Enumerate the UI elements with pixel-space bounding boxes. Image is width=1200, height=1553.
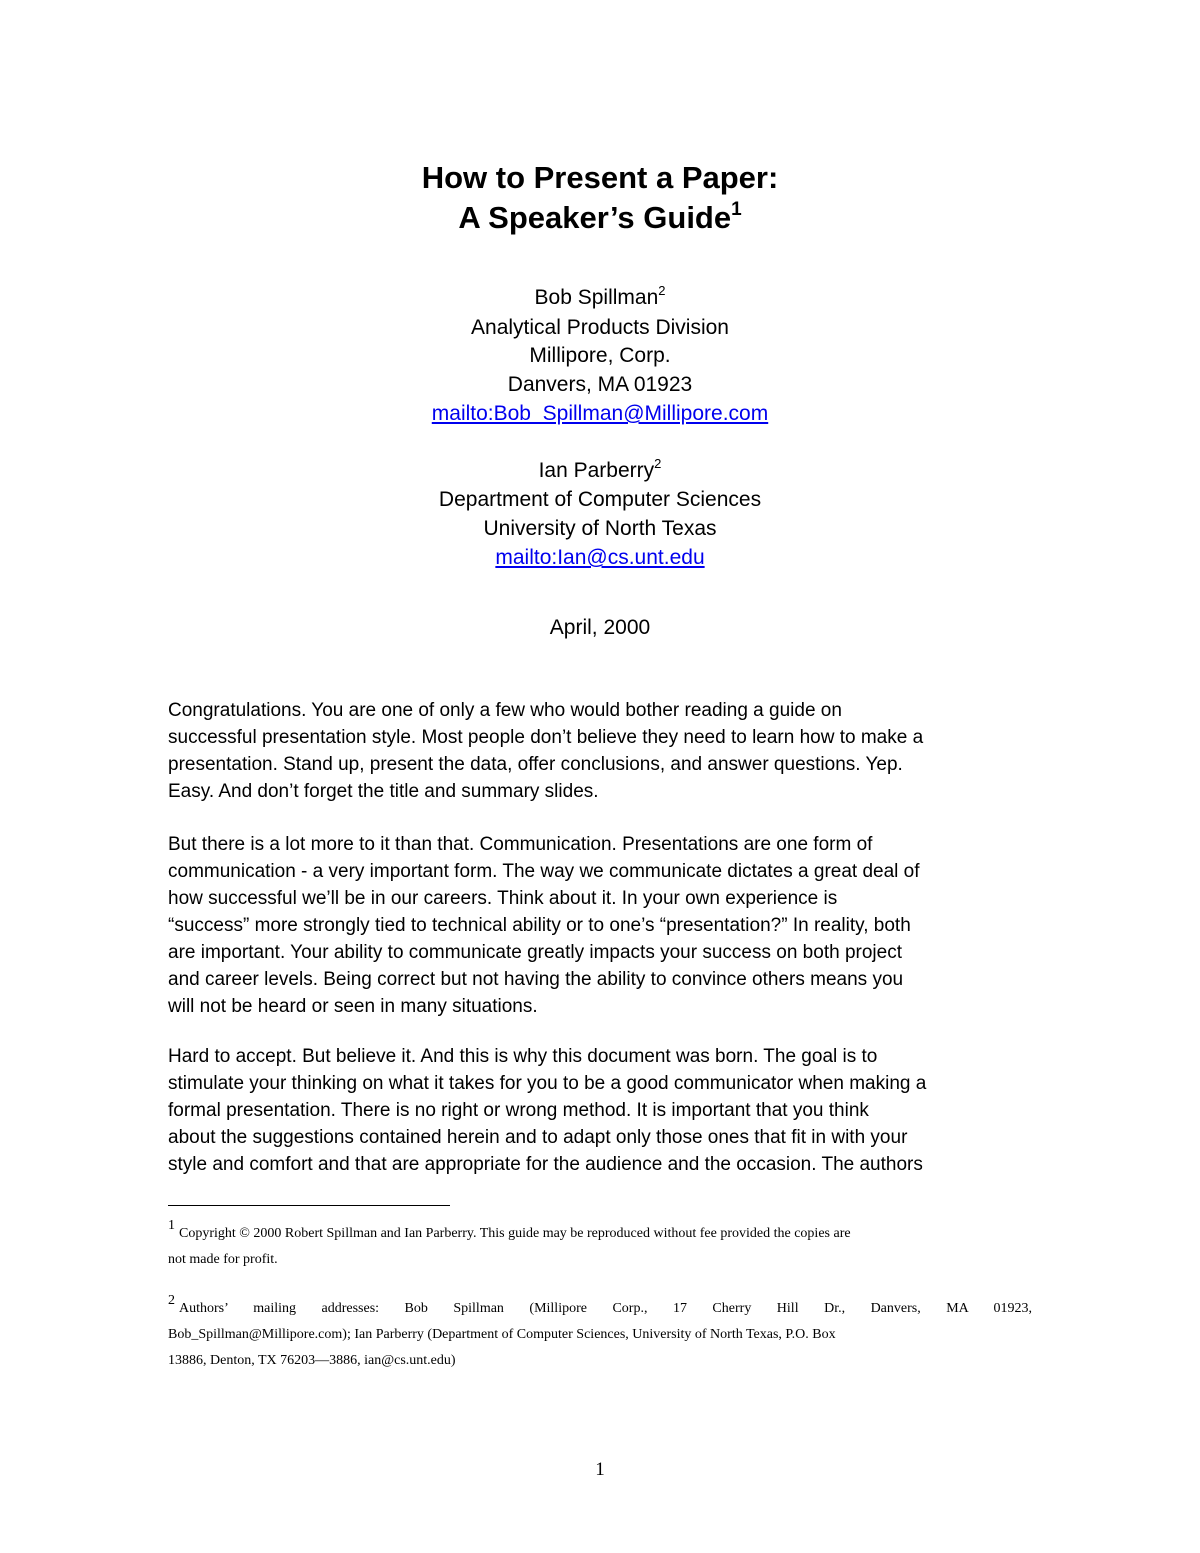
author-2-email-link[interactable]: mailto:Ian@cs.unt.edu (495, 546, 705, 569)
footnote-1 (168, 1218, 1032, 1273)
title-line-2 (0, 200, 1200, 236)
footnote-1-line-2: not made for profit. (168, 1252, 278, 1267)
footnote-1-mark: 1 (168, 1218, 175, 1233)
paragraph-line: about the suggestions contained herein and to adapt only those ones that fit in with your (168, 1127, 908, 1148)
paragraph-line: stimulate your thinking on what it takes for you to be a good communicator when making a (168, 1073, 927, 1094)
paragraph-line: Easy. And don’t forget the title and summary slides. (168, 781, 599, 802)
author-2-footnote-mark: 2 (654, 456, 662, 471)
paragraph-line: presentation. Stand up, present the data, offer conclusions, and answer questions. Yep. (168, 754, 903, 775)
paragraph-line: Congratulations. You are one of only a few who would bother reading a guide on (168, 700, 842, 721)
author-1-email-link[interactable]: mailto:Bob_Spillman@Millipore.com (431, 402, 769, 425)
author-2-name (0, 458, 1200, 484)
footnote-2-line-1 (168, 1293, 1032, 1322)
footnote-1-line-1 (168, 1218, 1032, 1247)
paragraph-line: “success” more strongly tied to technical ability or to one’s “presentation?” In reality, both (168, 915, 911, 936)
title-line-2-text: A Speaker’s Guide (458, 200, 732, 235)
body-paragraph-3 (168, 1043, 1032, 1178)
footnote-2-line-3: 13886, Denton, TX 76203—3886, ian@cs.unt.edu) (168, 1353, 456, 1368)
body-paragraph-2 (168, 831, 1032, 1020)
author-2-affiliation-2: University of North Texas (483, 517, 717, 540)
title-line-1: How to Present a Paper: (421, 160, 779, 195)
author-2-name-text: Ian Parberry (538, 459, 655, 482)
author-1-name (0, 285, 1200, 311)
paragraph-line: successful presentation style. Most people don’t believe they need to learn how to make a (168, 727, 924, 748)
paragraph-line: formal presentation. There is no right or wrong method. It is important that you think (168, 1100, 869, 1121)
footnote-2-mark: 2 (168, 1293, 175, 1308)
author-1-footnote-mark: 2 (658, 283, 666, 298)
paragraph-line: are important. Your ability to communicate greatly impacts your success on both project (168, 942, 902, 963)
author-1-name-text: Bob Spillman (534, 286, 659, 309)
paragraph-line: style and comfort and that are appropriate for the audience and the occasion. The authors (168, 1154, 923, 1175)
author-1-affiliation-1: Analytical Products Division (471, 316, 729, 339)
paragraph-line: But there is a lot more to it than that. Communication. Presentations are one form of (168, 834, 873, 855)
footnote-2 (168, 1293, 1032, 1374)
author-1-affiliation-3: Danvers, MA 01923 (507, 373, 693, 396)
author-1-email-line (0, 401, 1200, 427)
footnote-separator (168, 1205, 450, 1206)
author-1-affiliation-2: Millipore, Corp. (529, 344, 671, 367)
footnote-1-text: Copyright © 2000 Robert Spillman and Ian Parberry. This guide may be reproduced without fee provided the copies are (179, 1226, 851, 1241)
page-number: 1 (595, 1459, 605, 1480)
author-2-email-line (0, 545, 1200, 571)
author-2-affiliation-1: Department of Computer Sciences (438, 488, 762, 511)
paragraph-line: communication - a very important form. The way we communicate dictates a great deal of (168, 861, 920, 882)
date: April, 2000 (549, 616, 651, 639)
paragraph-line: Hard to accept. But believe it. And this is why this document was born. The goal is to (168, 1046, 878, 1067)
footnote-2-line-2: Bob_Spillman@Millipore.com); Ian Parberry (Department of Computer Sciences, University of North Texas, P.O. Box (168, 1327, 836, 1342)
paragraph-line: will not be heard or seen in many situations. (168, 996, 538, 1017)
body-paragraph-1 (168, 697, 1032, 805)
footnote-2-text: Authors’ mailing addresses: Bob Spillman (Millipore Corp., 17 Cherry Hill Dr., Danvers, MA 01923, (179, 1301, 1032, 1316)
paragraph-line: and career levels. Being correct but not having the ability to convince others means you (168, 969, 904, 990)
title-footnote-mark: 1 (731, 199, 742, 220)
paragraph-line: how successful we’ll be in our careers. Think about it. In your own experience is (168, 888, 838, 909)
